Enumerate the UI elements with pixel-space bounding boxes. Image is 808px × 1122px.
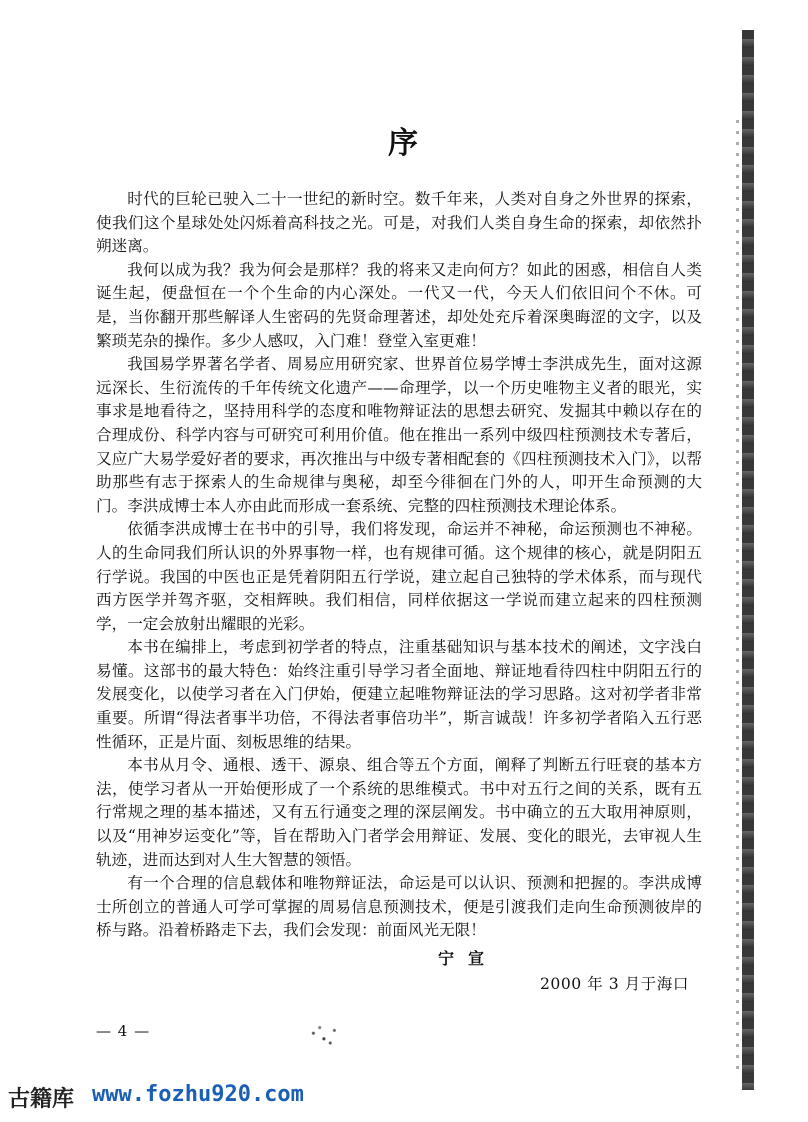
watermark-footer (0, 1082, 808, 1122)
date-line: 2000 年 3 月于海口 (540, 975, 689, 993)
page-number: — 4 — (96, 1022, 151, 1040)
paragraph-1: 时代的巨轮已驶入二十一世纪的新时空。数千年来，人类对自身之外世界的探索，使我们这个星球处处闪烁着高科技之光。可是，对我们人类自身生命的探索，却依然扑朔迷离。 (96, 190, 702, 256)
site-name: 古籍库 (8, 1087, 75, 1112)
paragraph-7: 有一个合理的信息载体和唯物辩证法，命运是可以认识、预测和把握的。李洪成博士所创立的普通人可学可掌握的周易信息预测技术，便是引渡我们走向生命预测彼岸的桥与路。沿着桥路走下去，我们会发现：前面风光无限！ (96, 874, 702, 940)
paragraph-6: 本书从月令、通根、透干、源泉、组合等五个方面，阐释了判断五行旺衰的基本方法，使学习者从一开始便形成了一个系统的思维模式。书中对五行之间的关系，既有五行常规之理的基本描述，又有五行通变之理的深层阐发。书中确立的五大取用神原则，以及“用神岁运变化”等，旨在帮助入门者学会用辩证、发展、变化的眼光，去审视人生轨迹，进而达到对人生大智慧的领悟。 (96, 756, 702, 869)
paragraph-5: 本书在编排上，考虑到初学者的特点，注重基础知识与基本技术的阐述，文字浅白易懂。这部书的最大特色：始终注重引导学习者全面地、辩证地看待四柱中阴阳五行的发展变化，以使学习者在入门伊始，便建立起唯物辩证法的学习思路。这对初学者非常重要。所谓“得法者事半功倍，不得法者事倍功半”，斯言诚哉！许多初学者陷入五行恶性循环，正是片面、刻板思维的结果。 (96, 638, 702, 751)
scan-binding-edge (742, 30, 754, 1090)
scan-speckle (305, 1022, 347, 1050)
site-url-link[interactable]: www.fozhu920.com (92, 1082, 304, 1107)
scan-binding-shadow (736, 120, 739, 1070)
preface-title: 序 (388, 126, 420, 161)
author-signature: 宁宣 (438, 949, 499, 968)
paragraph-2: 我何以成为我？我为何会是那样？我的将来又走向何方？如此的困惑，相信自人类诞生起，便盘恒在一个个生命的内心深处。一代又一代，今天人们依旧问个不休。可是，当你翻开那些解译人生密码的先贤命理著述，却处处充斥着深奥晦涩的文字，以及繁琐芜杂的操作。多少人感叹，入门难！登堂入室更难！ (96, 260, 702, 350)
preface-body (96, 188, 702, 943)
paragraph-3: 我国易学界著名学者、周易应用研究家、世界首位易学博士李洪成先生，面对这源远深长、生衍流传的千年传统文化遗产——命理学，以一个历史唯物主义者的眼光，实事求是地看待之，坚持用科学的态度和唯物辩证法的思想去研究、发掘其中赖以存在的合理成份、科学内容与可研究可利用价值。他在推出一系列中级四柱预测技术专著后，又应广大易学爱好者的要求，再次推出与中级专著相配套的《四柱预测技术入门》，以帮助那些有志于探索人的生命规律与奥秘，却至今徘徊在门外的人，叩开生命预测的大门。李洪成博士本人亦由此而形成一套系统、完整的四柱预测技术理论体系。 (96, 355, 702, 515)
paragraph-4: 依循李洪成博士在书中的引导，我们将发现，命运并不神秘，命运预测也不神秘。人的生命同我们所认识的外界事物一样，也有规律可循。这个规律的核心，就是阴阳五行学说。我国的中医也正是凭着阴阳五行学说，建立起自己独特的学术体系，而与现代西方医学并驾齐驱，交相辉映。我们相信，同样依据这一学说而建立起来的四柱预测学，一定会放射出耀眼的光彩。 (96, 520, 702, 633)
